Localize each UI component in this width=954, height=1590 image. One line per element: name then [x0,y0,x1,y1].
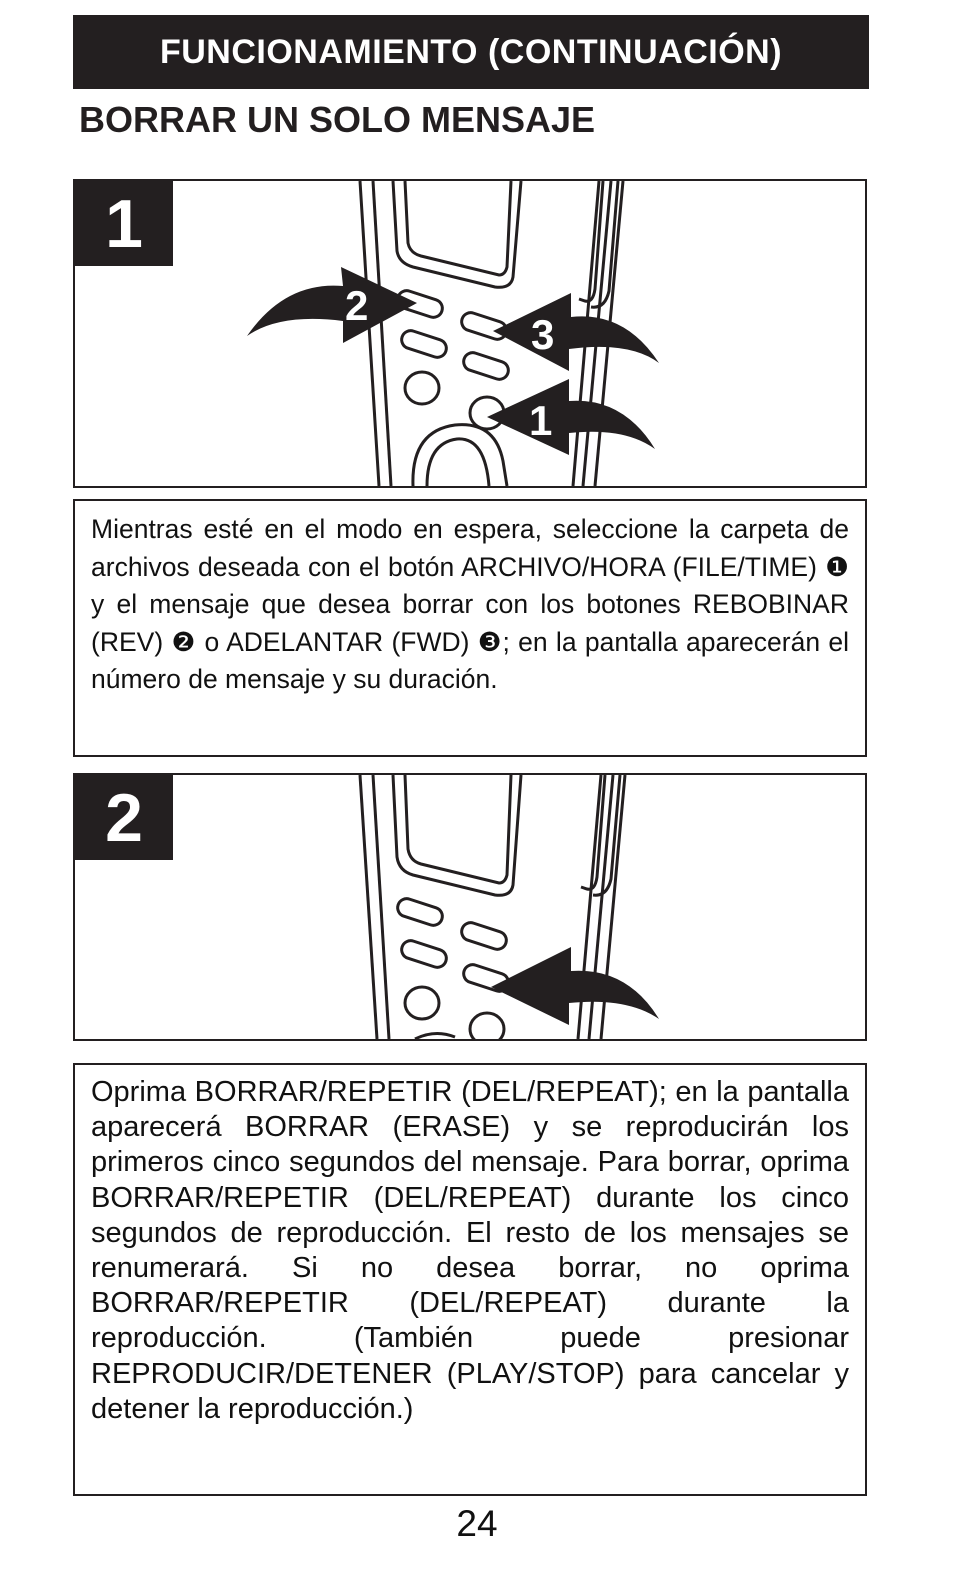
step1-textbox [73,499,867,757]
step2-textbox [73,1063,867,1496]
step1-badge: 1 [75,181,173,266]
arrow-fwd-icon [493,293,659,371]
step2-instructions: Oprima BORRAR/REPETIR (DEL/REPEAT); en la pantalla aparecerá BORRAR (ERASE) y se reproducirán los primeros cinco segundos del mensaje. Para borrar, oprima BORRAR/REPETIR (DEL/REPEAT) durante los cinco segundos de reproducción. El resto de los mensajes se renumerará. Si no desea borrar, no oprima BORRAR/REPETIR (DEL/REPEAT) durante la reproducción. (También puede presionar REPRODUCIR/DETENER (PLAY/STOP) para cancelar y detener la reproducción.) [91,1076,849,1425]
callout-2: 2 [345,282,369,329]
page-header [73,15,869,89]
marker-1: ❶ [825,551,849,582]
arrow-rev-icon [247,267,417,343]
recorder-illustration-2 [75,775,865,1039]
arrow-del-repeat-icon [491,947,659,1025]
header-title: FUNCIONAMIENTO (CONTINUACIÓN) [159,32,783,71]
step1-illustration-panel [73,179,867,488]
arrow-file-time-icon [487,379,655,455]
step1-instructions: Mientras esté en el modo en espera, seleccione la carpeta de archivos deseada con el botón ARCHIVO/HORA (FILE/TIME) ❶ y el mensaje que desea borrar con los botones REBOBINAR (REV) ❷ o ADELANTAR (FWD) ❸; en la pantalla aparecerán el número de mensaje y su duración. [91,514,850,694]
marker-3: ❸ [477,626,503,657]
page-number: 24 [456,1503,498,1544]
section-title: BORRAR UN SOLO MENSAJE [79,99,596,140]
step2-badge: 2 [75,775,173,860]
step2-illustration-panel [73,773,867,1041]
callout-1: 1 [529,397,553,444]
recorder-illustration-1 [75,181,865,486]
callout-3: 3 [531,311,555,358]
marker-2: ❷ [171,626,197,657]
